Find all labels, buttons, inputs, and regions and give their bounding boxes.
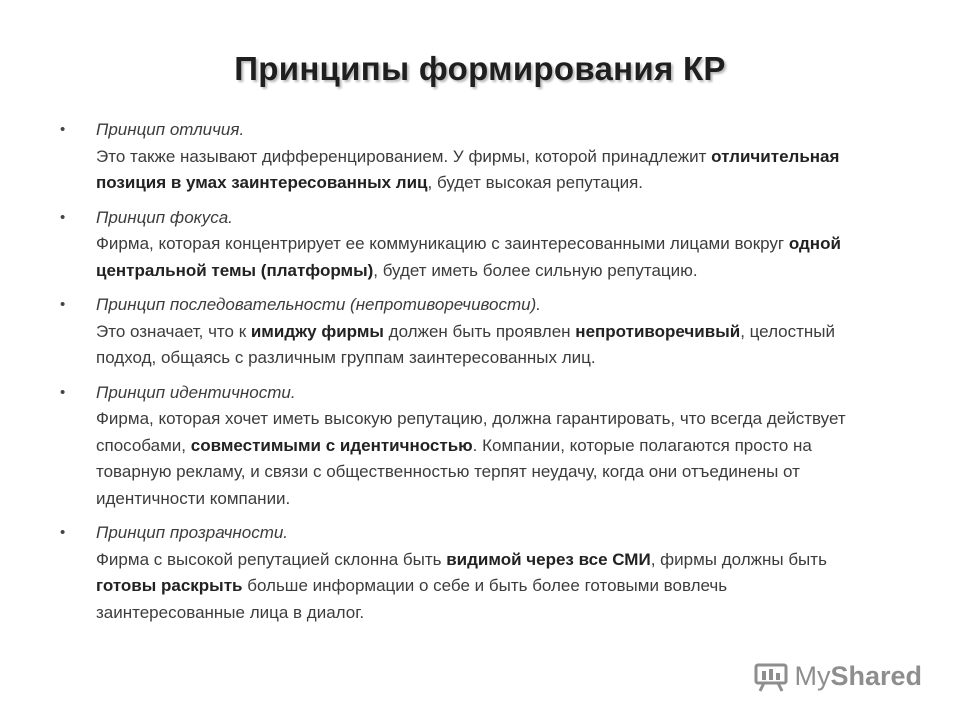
principles-list (60, 117, 880, 634)
principle-title: Принцип последовательности (непротиворечивости). (96, 295, 541, 314)
description-text: должен быть проявлен (383, 321, 576, 341)
description-text: , фирмы должны быть (650, 549, 827, 569)
emphasis-text: видимой через все СМИ (446, 549, 651, 569)
description-text: Фирма, которая концентрирует ее коммуникацию с заинтересованными лицами вокруг (96, 234, 789, 253)
emphasis-text: одной центральной темы (платформы) (96, 234, 841, 280)
description-text: Это означает, что к (96, 321, 251, 341)
principle-description (96, 406, 880, 512)
principle-item (60, 117, 880, 197)
emphasis-text: отличительная позиция в умах заинтересованных лиц (96, 146, 840, 192)
principle-title: Принцип фокуса. (96, 207, 233, 227)
emphasis-text: непротиворечивый (575, 321, 741, 341)
bullet-icon: • (60, 296, 66, 313)
description-text: Фирма с высокой репутацией склонна быть (96, 549, 447, 569)
bullet-icon: • (60, 524, 66, 541)
principle-item (60, 292, 880, 372)
description-text: больше информации о себе и быть более готовыми вовлечь заинтересованные лица в диалог. (96, 576, 728, 622)
emphasis-text: совместимыми с идентичностью (190, 435, 473, 455)
description-text: Фирма, которая хочет иметь высокую репутацию, должна гарантировать, что всегда действует способами, (96, 409, 846, 455)
principle-description (96, 319, 880, 372)
description-text: , будет иметь более сильную репутацию. (373, 260, 698, 280)
watermark-brand-prefix: My (794, 661, 831, 691)
watermark-brand (794, 661, 922, 692)
principle-title: Принцип отличия. (96, 120, 245, 139)
principle-item (60, 205, 880, 285)
slide-title: Принципы формирования КР (234, 50, 726, 87)
description-text: Это также называют дифференцированием. У фирмы, которой принадлежит (96, 146, 712, 166)
description-text: . Компании, которые полагаются просто на товарную рекламу, и связи с общественностью терпят неудачу, когда они отъединены от идентичности компании. (96, 435, 812, 508)
principle-description (96, 547, 880, 627)
principle-item (60, 520, 880, 626)
description-text: , будет высокая репутация. (427, 173, 643, 192)
principle-item (60, 380, 880, 513)
bullet-icon: • (60, 383, 66, 401)
bullet-icon: • (60, 208, 66, 226)
emphasis-text: готовы раскрыть (96, 576, 243, 595)
bullet-icon: • (60, 121, 66, 138)
principle-description (96, 231, 880, 284)
presentation-board-icon (754, 662, 788, 692)
watermark-brand-suffix: Shared (830, 661, 922, 691)
emphasis-text: имиджу фирмы (250, 321, 384, 341)
principle-title: Принцип идентичности. (96, 382, 296, 402)
description-text: , целостный подход, общаясь с различным группам заинтересованных лиц. (96, 321, 836, 367)
myshared-watermark (754, 661, 922, 692)
principle-description (96, 144, 880, 197)
principle-title: Принцип прозрачности. (96, 523, 289, 542)
